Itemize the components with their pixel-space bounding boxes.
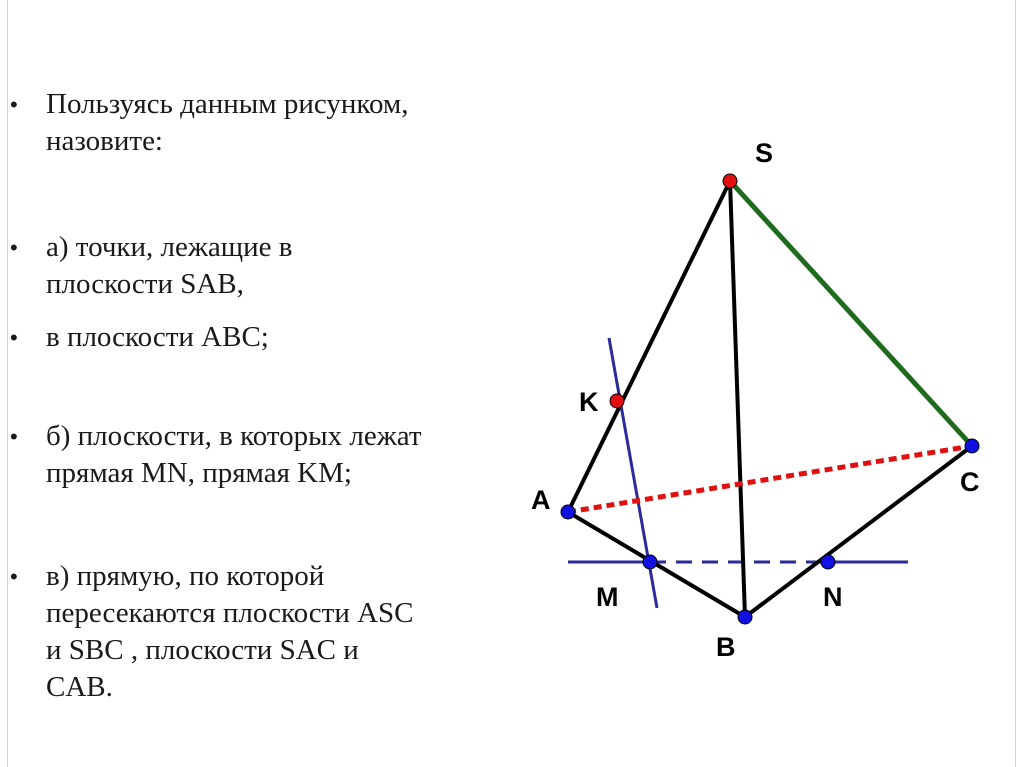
label-k: K (579, 387, 599, 417)
point-m (643, 555, 657, 569)
item-b-line-1: б) плоскости, в которых лежат (46, 420, 422, 452)
bullet-dot: • (10, 564, 18, 589)
label-m: M (596, 582, 619, 612)
label-s: S (755, 138, 774, 168)
item-a2-line-1: в плоскости ABC; (46, 321, 269, 353)
point-b (738, 610, 752, 624)
bullet-dot: • (10, 325, 18, 350)
item-c-line-1: в) прямую, по которой (46, 560, 325, 592)
point-c (965, 439, 979, 453)
point-a (561, 505, 575, 519)
label-b: B (716, 632, 736, 662)
point-s (723, 174, 737, 188)
bullet-dot: • (10, 424, 18, 449)
edge-bc (745, 446, 972, 617)
label-a: A (531, 485, 551, 515)
edge-sb (730, 181, 745, 617)
item-c-line-3: и SBC , плоскости SAC и (46, 634, 359, 666)
point-n (821, 555, 835, 569)
item-a-line-2: плоскости SAB, (46, 268, 244, 300)
label-c: C (960, 467, 980, 497)
intro-line-2: назовите: (46, 125, 163, 157)
bullet-dot: • (10, 235, 18, 260)
edge-sa (568, 181, 730, 512)
item-b-line-2: прямая MN, прямая KM; (46, 457, 352, 489)
edge-sc (730, 181, 972, 446)
intro-line-1: Пользуясь данным рисунком, (46, 88, 409, 120)
item-c-line-2: пересекаются плоскости ASC (46, 597, 414, 629)
item-a-line-1: а) точки, лежащие в (46, 231, 293, 263)
label-n: N (823, 582, 843, 612)
bullet-dot: • (10, 92, 18, 117)
point-k (610, 394, 624, 408)
item-c-line-4: CAB. (46, 671, 113, 703)
